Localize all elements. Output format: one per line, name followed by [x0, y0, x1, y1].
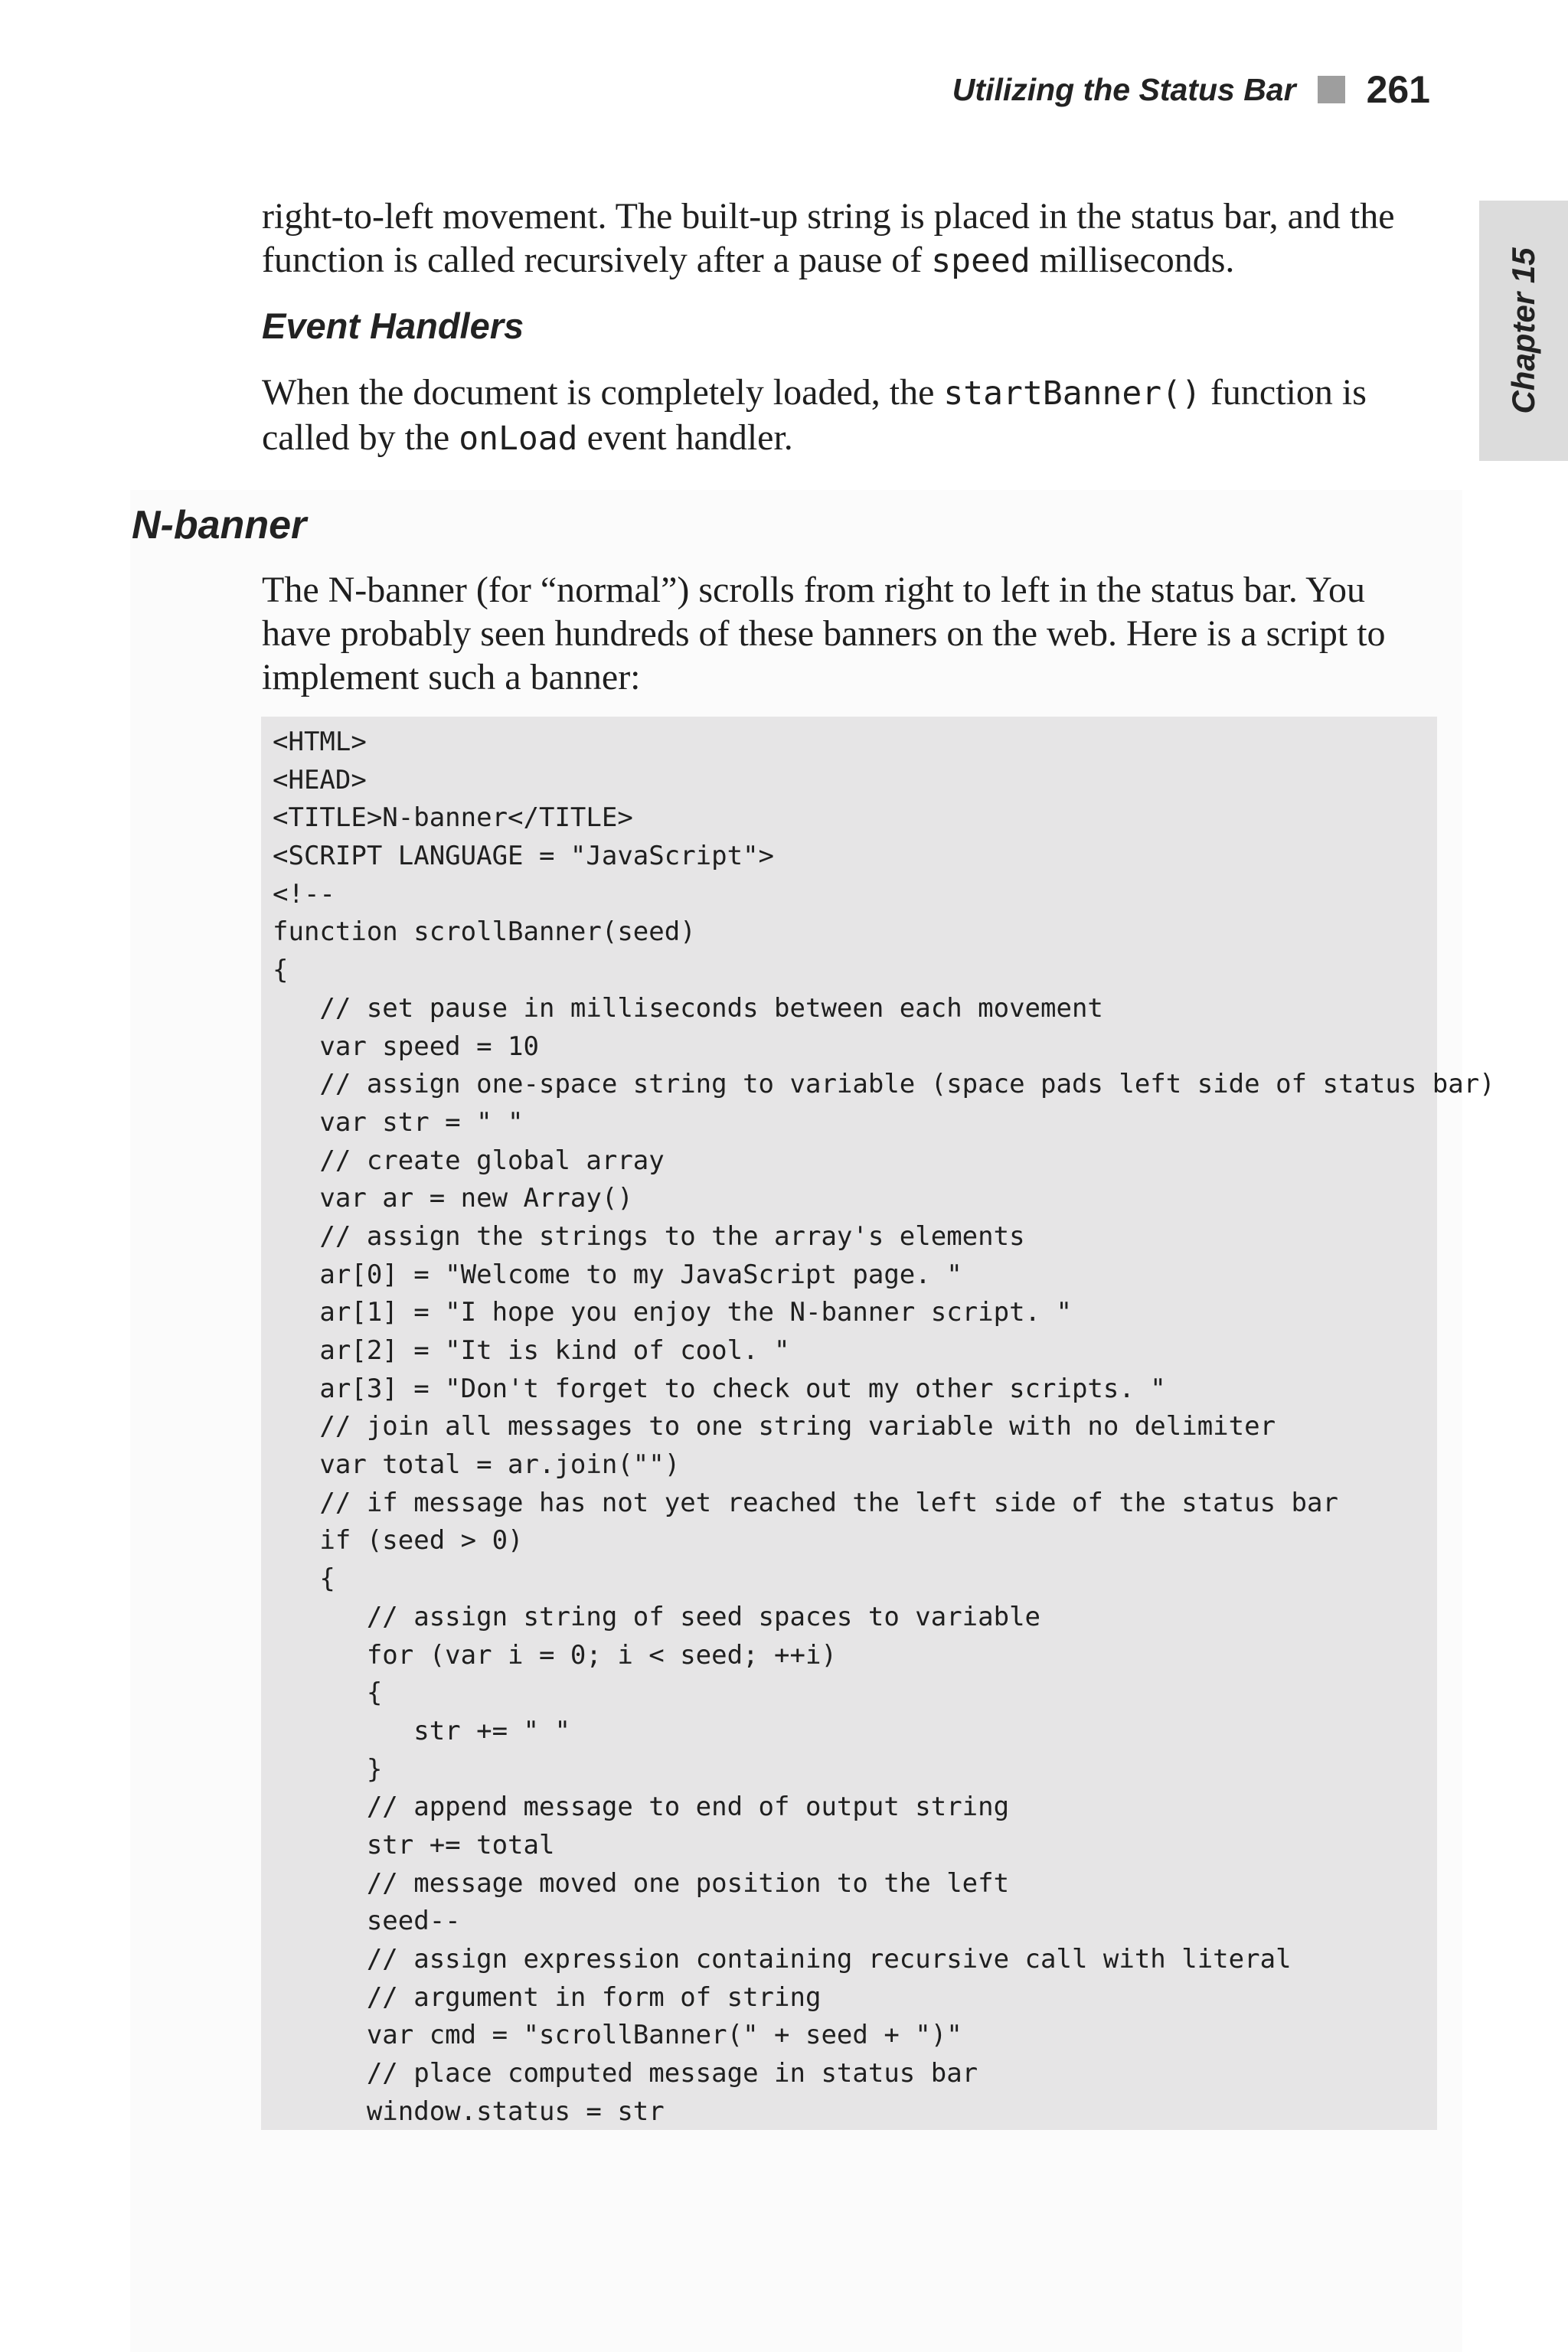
intro-paragraph: [262, 194, 1426, 283]
code-line: {: [273, 1677, 383, 1709]
nbanner-paragraph: The N-banner (for “normal”) scrolls from right to left in the status bar. You have probably seen hundreds of these banners on the web. Here is a script to implement such a banner:: [262, 570, 1386, 697]
intro-text: right-to-left movement. The built-up string is placed in the status bar, and the function is called recursively after a pause of: [262, 196, 1395, 280]
code-line: ar[2] = "It is kind of cool. ": [273, 1335, 790, 1366]
code-line: // if message has not yet reached the left side of the status bar: [273, 1487, 1338, 1518]
code-line: var total = ar.join(""): [273, 1449, 681, 1481]
code-line: <HTML>: [273, 727, 367, 757]
code-listing: [261, 717, 1495, 2130]
chapter-label: Chapter 15: [1505, 247, 1541, 414]
code-line: window.status = str: [273, 2096, 665, 2127]
code-line: var str = " ": [273, 1106, 524, 1138]
code-line: function scrollBanner(seed): [273, 916, 696, 948]
inline-code-speed: speed: [931, 242, 1031, 280]
code-line: {: [273, 1563, 335, 1595]
running-title: Utilizing the Status Bar: [952, 71, 1296, 107]
inline-code-startbanner: startBanner(): [943, 374, 1201, 413]
code-line: <!--: [273, 878, 335, 910]
code-line: if (seed > 0): [273, 1525, 524, 1557]
code-line: ar[0] = "Welcome to my JavaScript page. ": [273, 1259, 962, 1290]
code-line: // assign the strings to the array's elements: [273, 1220, 1025, 1252]
inline-code-onload: onLoad: [459, 420, 578, 458]
code-line: ar[3] = "Don't forget to check out my other scripts. ": [273, 1373, 1166, 1404]
code-line: var ar = new Array(): [273, 1183, 633, 1214]
code-line: // join all messages to one string variable with no delimiter: [273, 1411, 1276, 1442]
code-line: var speed = 10: [273, 1031, 539, 1062]
event-handlers-heading: Event Handlers: [262, 305, 524, 346]
header-square-icon: [1318, 76, 1345, 103]
code-line: }: [273, 1753, 383, 1785]
running-head: [952, 67, 1430, 112]
code-line: for (var i = 0; i < seed; ++i): [273, 1639, 837, 1671]
event-text-2: function is called by the: [262, 372, 1367, 458]
event-text-3: event handler.: [577, 417, 793, 458]
code-line: // assign expression containing recursive call with literal: [273, 1944, 1292, 1975]
code-line: // argument in form of string: [273, 1981, 822, 2013]
event-handlers-paragraph: [262, 371, 1426, 461]
code-line: // set pause in milliseconds between each movement: [273, 992, 1103, 1024]
code-line: // place computed message in status bar: [273, 2058, 978, 2089]
code-line: // append message to end of output string: [273, 1792, 1010, 1823]
code-line: {: [273, 955, 289, 986]
code-line: <HEAD>: [273, 764, 367, 795]
page-number: 261: [1366, 68, 1430, 111]
nbanner-heading: N-banner: [132, 503, 307, 547]
code-line: <SCRIPT LANGUAGE = "JavaScript">: [273, 841, 775, 872]
code-line: <TITLE>N-banner</TITLE>: [273, 802, 633, 834]
code-line: // assign one-space string to variable (space pads left side of status bar): [273, 1069, 1495, 1100]
code-line: str += total: [273, 1829, 555, 1860]
code-line: ar[1] = "I hope you enjoy the N-banner script. ": [273, 1297, 1072, 1328]
intro-text-end: milliseconds.: [1030, 240, 1235, 280]
code-line: var cmd = "scrollBanner(" + seed + ")": [273, 2020, 962, 2051]
code-line: // create global array: [273, 1145, 665, 1176]
code-line: // message moved one position to the left: [273, 1867, 1010, 1899]
code-line: // assign string of seed spaces to variable: [273, 1601, 1041, 1632]
chapter-tab: [1479, 201, 1568, 461]
event-text-1: When the document is completely loaded, the: [262, 372, 944, 413]
code-line: seed--: [273, 1906, 461, 1937]
code-line: str += " ": [273, 1715, 570, 1746]
